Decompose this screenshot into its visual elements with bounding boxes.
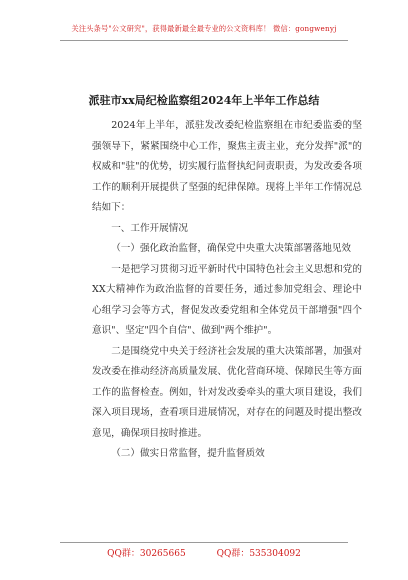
footer-contacts bbox=[0, 546, 408, 559]
subsection-heading-1: （一）强化政治监督，确保党中央重大决策部署落地见效 bbox=[111, 243, 352, 254]
paragraph-point-2: 二是围绕党中央关于经济社会发展的重大决策部署，加强对发改委在推动经济高质量发展、优化营商环境、保障民生等方面工作的监督检查。例如，针对发改委牵头的重大项目建设，我们深入项目现场，查看项目进展情况，对存在的问题及时提出整改意见，确保项目按时推进。 bbox=[92, 345, 362, 439]
section-heading-1: 一、工作开展情况 bbox=[111, 222, 188, 234]
document-body bbox=[92, 116, 362, 465]
paragraph-intro: 2024年上半年，派驻发改委纪检监察组在市纪委监委的坚强领导下，紧紧围绕中心工作，聚焦主责主业，充分发挥"派"的权威和"驻"的优势，切实履行监督执纪问责职责，为发改委各项工作的顺利开展提供了坚强的纪律保障。现将上半年工作情况总结如下： bbox=[92, 120, 362, 213]
qq-group-2: QQ群：535304092 bbox=[216, 549, 301, 559]
promo-banner: 关注头条号"公文研究"，获得最新最全最专业的公文资料库！ 微信：gongwenyj bbox=[71, 24, 337, 33]
paragraph-point-1: 一是把学习贯彻习近平新时代中国特色社会主义思想和党的XX大精神作为政治监督的首要任务，通过参加党组会、理论中心组学习会等方式，督促发改委党组和全体党员干部增强"四个意识"、坚定"四个自信"、做到"两个维护"。 bbox=[92, 263, 362, 336]
subsection-heading-2: （二）做实日常监督，提升监督质效 bbox=[111, 448, 265, 459]
document-title: 派驻市xx局纪检监察组2024年上半年工作总结 bbox=[88, 94, 320, 107]
footer-divider bbox=[60, 542, 348, 543]
header-divider bbox=[60, 40, 348, 41]
qq-group-1: QQ群：30265665 bbox=[107, 549, 186, 559]
